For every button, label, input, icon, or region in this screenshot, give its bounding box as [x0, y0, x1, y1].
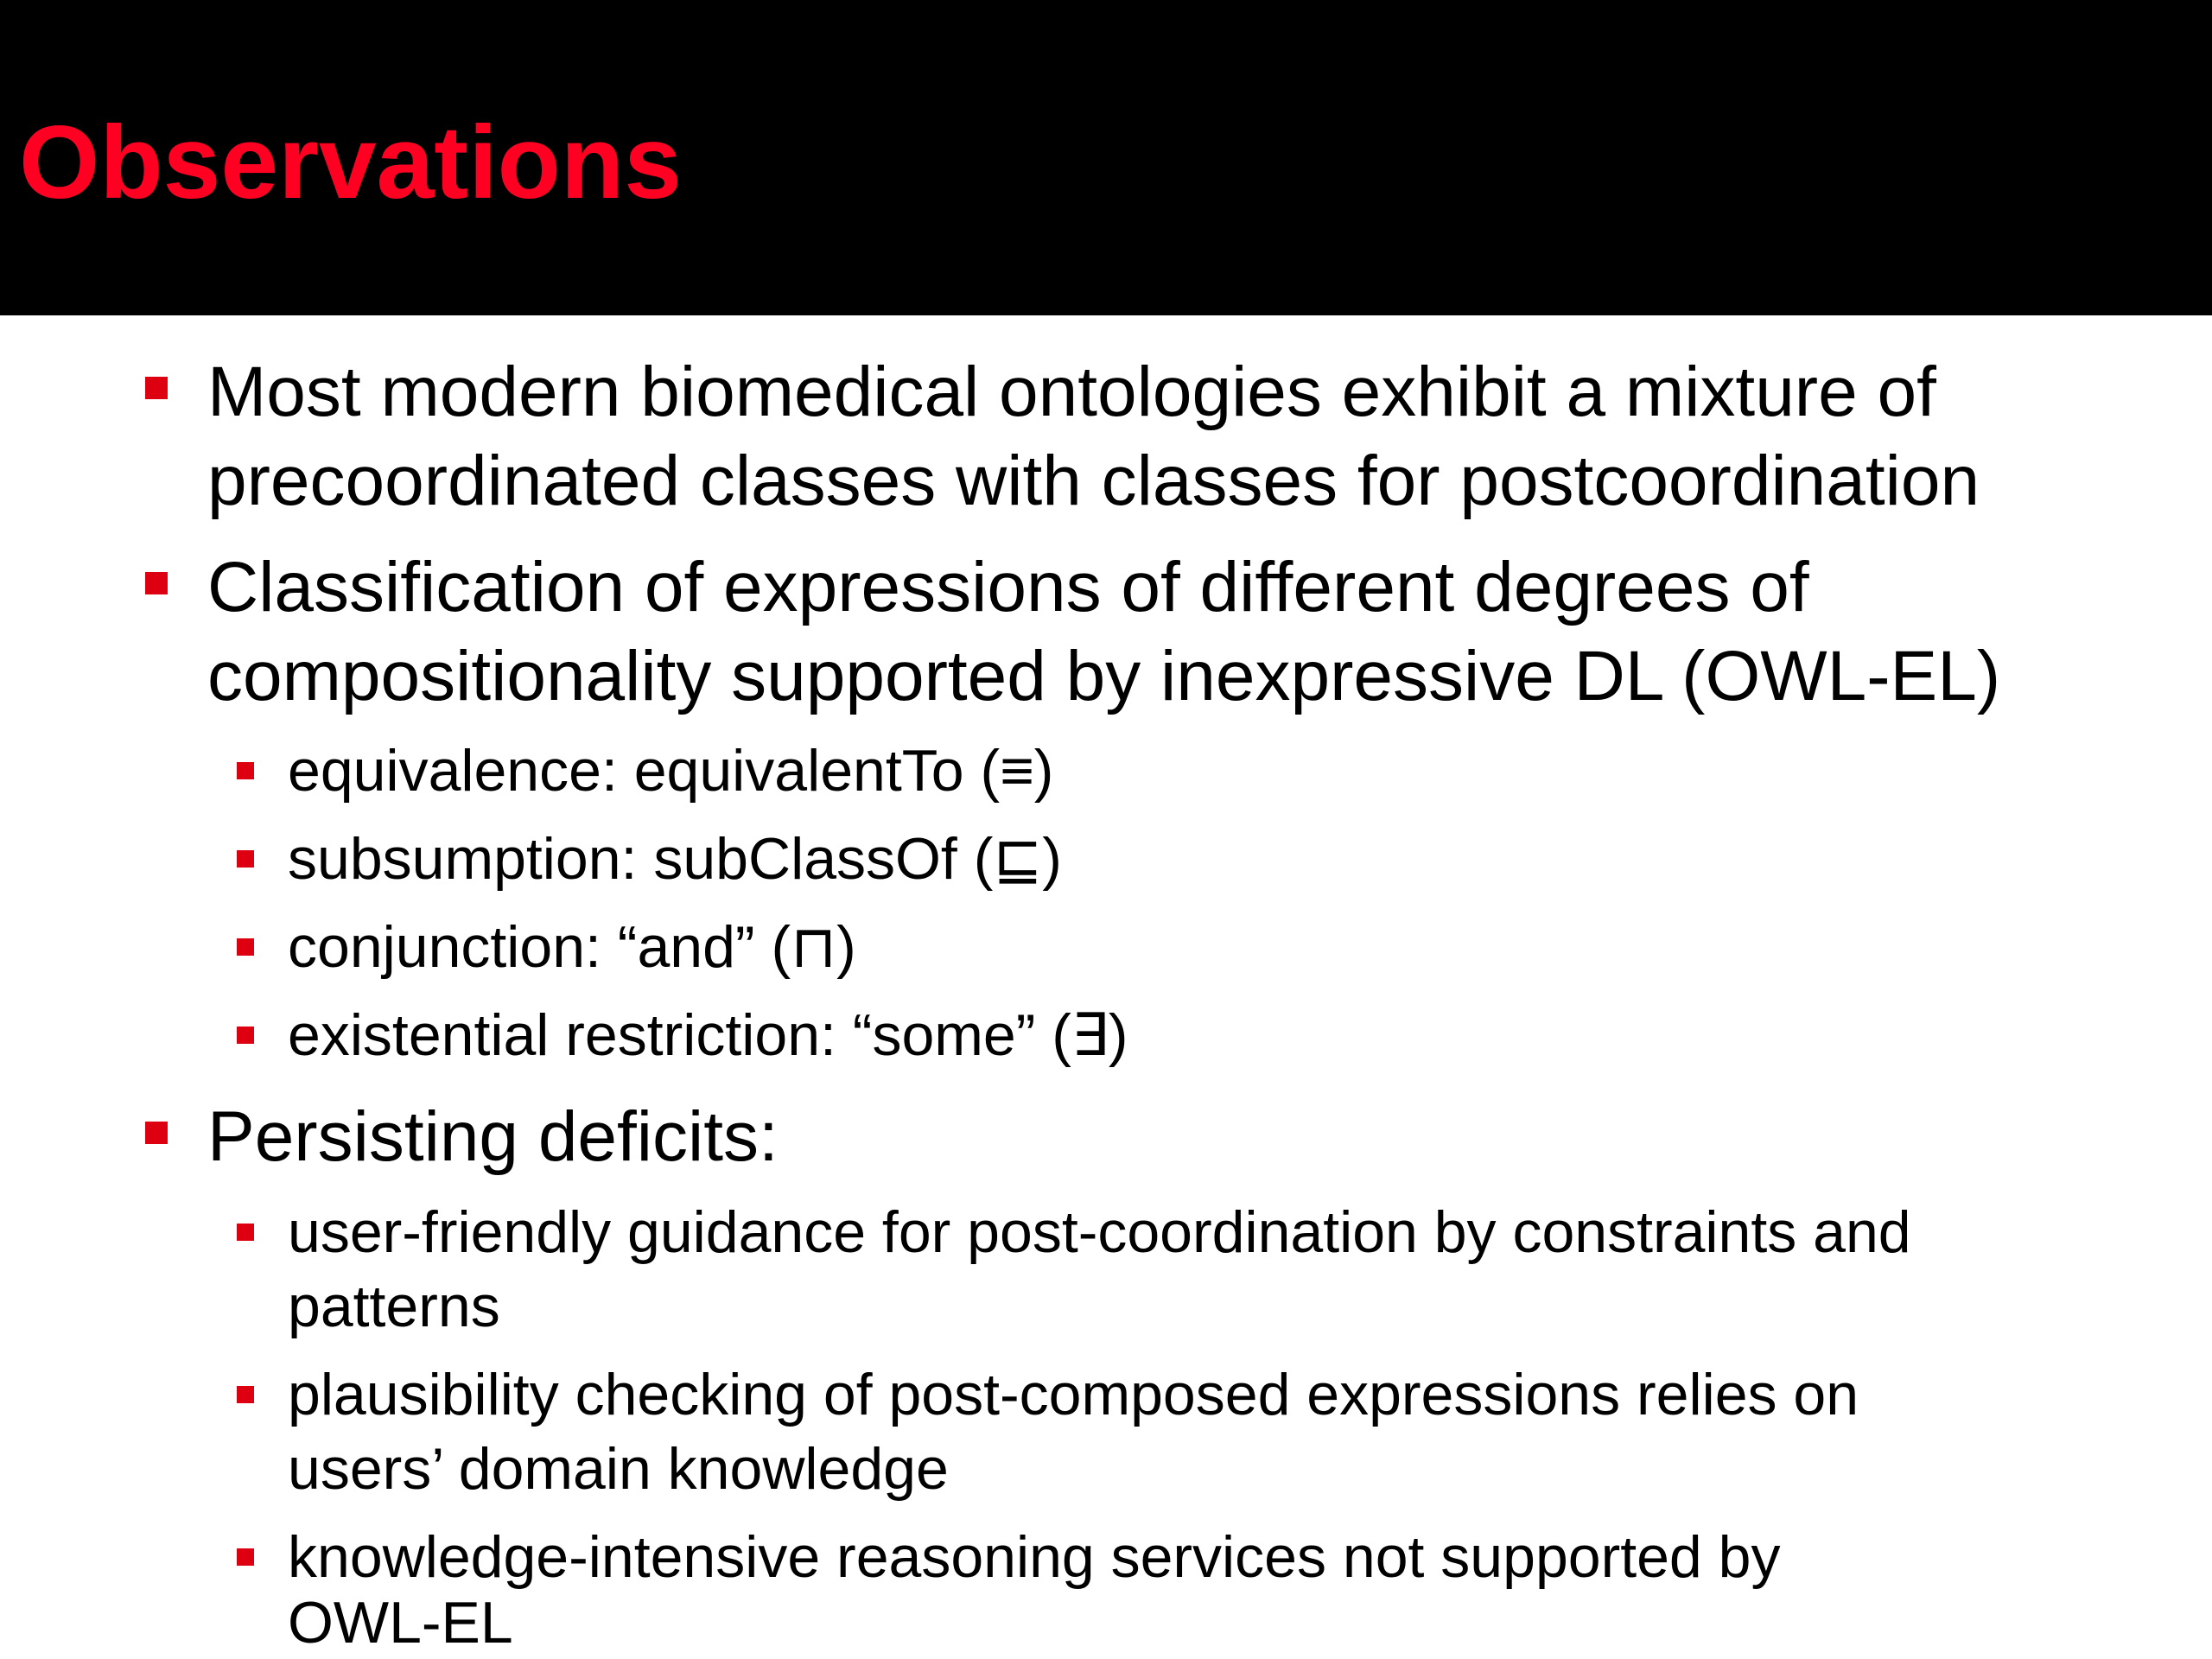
sub-bullet-marker [237, 1548, 254, 1566]
bullet-text-line: compositionality supported by inexpressive DL (OWL-EL) [207, 637, 2001, 715]
sub-bullet-text-line: plausibility checking of post-composed expressions relies on [288, 1362, 1859, 1427]
sub-bullet-marker [237, 1386, 254, 1403]
sub-bullet-text-line: OWL-EL [288, 1590, 513, 1656]
sub-bullet-text-line: equivalence: equivalentTo (≡) [288, 738, 1054, 804]
sub-bullet-text-line: user-friendly guidance for post-coordination by constraints and [288, 1199, 1911, 1265]
title-bar [0, 0, 2212, 315]
bullet-marker [145, 377, 168, 399]
sub-bullet-marker [237, 850, 254, 868]
sub-bullet-text-line: knowledge-intensive reasoning services not supported by [288, 1524, 1781, 1590]
bullet-text-line: Classification of expressions of different degrees of [207, 548, 1809, 626]
sub-bullet-text-line: existential restriction: “some” (∃) [288, 1002, 1128, 1068]
sub-bullet-marker [237, 1224, 254, 1241]
bullet-text-line: Persisting deficits: [207, 1097, 779, 1176]
sub-bullet-marker [237, 1027, 254, 1044]
sub-bullet-text-line: subsumption: subClassOf (⊑) [288, 826, 1062, 892]
bullet-text-line: Most modern biomedical ontologies exhibit a mixture of [207, 353, 1936, 431]
bullet-marker [145, 1122, 168, 1144]
bullet-marker [145, 572, 168, 594]
bullet-text-line: precoordinated classes with classes for postcoordination [207, 442, 1980, 520]
sub-bullet-text-line: conjunction: “and” (⊓) [288, 914, 856, 980]
slide-title: Observations [19, 105, 682, 220]
sub-bullet-text-line: patterns [288, 1274, 500, 1339]
sub-bullet-text-line: users’ domain knowledge [288, 1436, 949, 1502]
sub-bullet-marker [237, 938, 254, 956]
sub-bullet-marker [237, 762, 254, 779]
